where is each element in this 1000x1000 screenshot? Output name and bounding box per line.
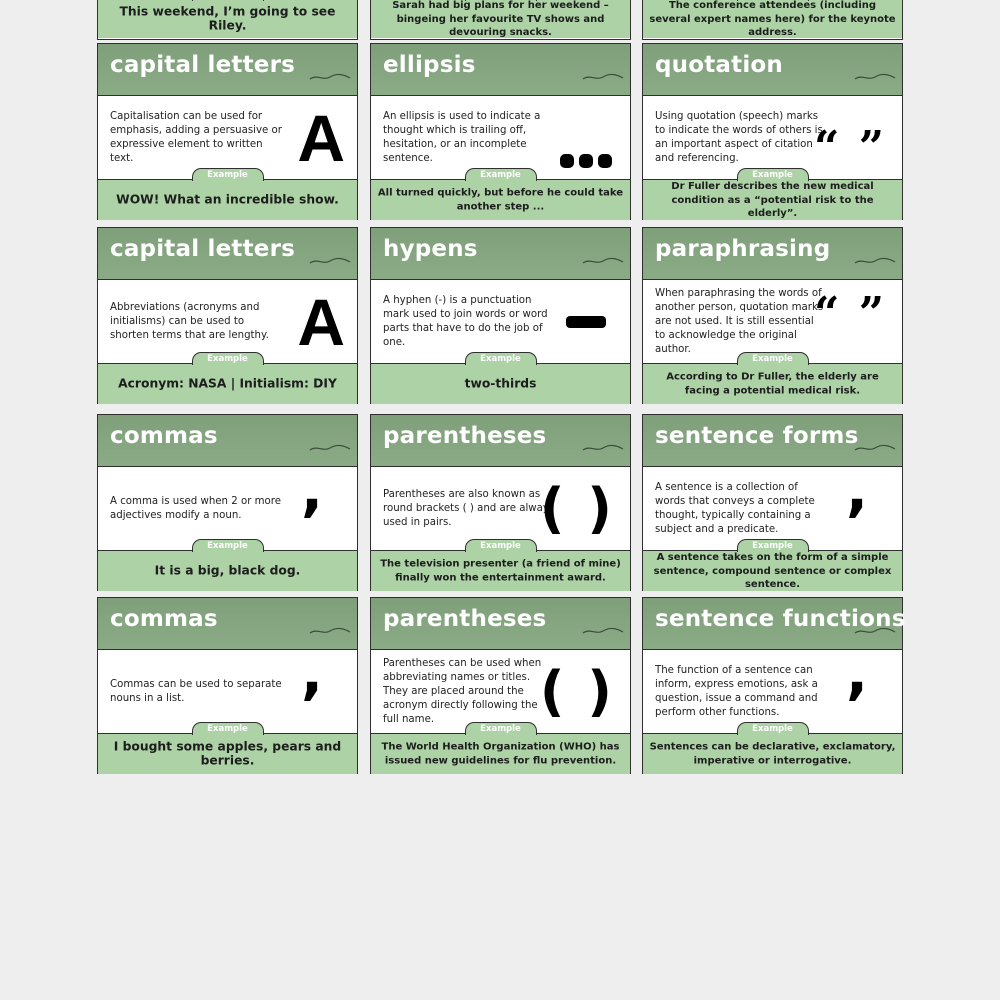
quotation-marks-icon: “ ” xyxy=(814,122,886,173)
card-header xyxy=(643,44,902,96)
card-title: hypens xyxy=(383,236,478,262)
card-description: Commas can be used to separate nouns in a list. xyxy=(110,678,282,704)
parentheses-icon: ( ) xyxy=(539,476,614,540)
card-sentence-forms xyxy=(642,414,903,591)
card-sentence-functions xyxy=(642,597,906,774)
example-tab: Example xyxy=(737,352,809,365)
card-description: The function of a sentence can inform, express emotions, ask a question, issue a command and perform other functions. xyxy=(655,664,818,718)
squiggle-icon xyxy=(582,255,624,267)
card-commas-adjectives xyxy=(97,414,358,591)
card-body xyxy=(98,280,357,363)
example-tab: Example xyxy=(465,539,537,552)
card-example-area xyxy=(643,170,902,220)
card-body xyxy=(371,467,630,550)
card-paraphrasing xyxy=(642,227,903,404)
card-description: Capitalisation can be used for emphasis, adding a persuasive or expressive element to written text. xyxy=(110,110,282,164)
card-example: The television presenter (a friend of mine) finally won the entertainment award. xyxy=(380,558,621,583)
card-body xyxy=(643,96,902,179)
example-tab: Example xyxy=(465,168,537,181)
card-example-area xyxy=(371,354,630,404)
card-body xyxy=(98,639,357,733)
comma-icon: , xyxy=(845,456,868,524)
card-title: commas xyxy=(110,423,218,449)
card-quotation xyxy=(642,43,903,220)
card-example-area xyxy=(371,541,630,591)
card-description: Using quotation (speech) marks to indicate the words of others is an important aspect of citation and referencing. xyxy=(655,110,823,164)
card-description: A comma is used when 2 or more adjectives modify a noun. xyxy=(110,495,282,521)
card-title: commas xyxy=(110,606,218,632)
card-body xyxy=(643,280,902,363)
example-tab: Example xyxy=(465,352,537,365)
card-description: A hyphen (-) is a punctuation mark used to join words or word parts that have to do the job of one. xyxy=(383,294,548,348)
squiggle-icon xyxy=(854,442,896,454)
card-description: Abbreviations (acronyms and initialisms) can be used to shorten terms that are lengthy. xyxy=(110,301,269,341)
example-tab: Example xyxy=(737,539,809,552)
card-description: Parentheses can be used when abbreviating names or titles. They are placed around the acronym directly following the full name. xyxy=(383,657,542,725)
card-title: capital letters xyxy=(110,236,296,262)
card-body xyxy=(371,96,630,179)
card-example: I bought some apples, pears and berries. xyxy=(113,739,342,767)
hyphen-icon xyxy=(566,316,606,328)
card-title: parentheses xyxy=(383,606,547,632)
card-body xyxy=(98,96,357,179)
card-example-area xyxy=(371,170,630,220)
squiggle-icon xyxy=(582,442,624,454)
card-body xyxy=(371,280,630,363)
example-tab: Example xyxy=(465,722,537,735)
card-example-area xyxy=(371,724,630,774)
card-example-area xyxy=(98,354,357,404)
squiggle-icon xyxy=(582,71,624,83)
card-example-area xyxy=(643,0,902,38)
card-title: quotation xyxy=(655,52,784,78)
squiggle-icon xyxy=(309,442,351,454)
card-example: According to Dr Fuller, the elderly are facing a potential medical risk. xyxy=(666,371,879,396)
card-example-area xyxy=(98,170,357,220)
card-commas-list xyxy=(97,597,358,774)
example-tab: Example xyxy=(737,168,809,181)
card-description: Parentheses are also known as round brackets ( ) and are always used in pairs. xyxy=(383,488,555,528)
card-description: An ellipsis is used to indicate a thought which is trailing off, hesitation, or an incomplete sentence. xyxy=(383,110,541,164)
card-example: WOW! What an incredible show. xyxy=(116,192,339,207)
card-body xyxy=(98,456,357,550)
card-description: When paraphrasing the words of another person, quotation marks are not used. It is still essential to acknowledge the original author. xyxy=(655,287,824,355)
card-parentheses-abbreviations xyxy=(370,597,631,774)
card-example: It is a big, black dog. xyxy=(154,563,301,578)
card-title: parentheses xyxy=(383,423,547,449)
card-title: ellipsis xyxy=(383,52,476,78)
card-example-area xyxy=(98,541,357,591)
example-tab xyxy=(192,0,264,1)
card-header xyxy=(371,228,630,280)
card-example: Acronym: NASA | Initialism: DIY xyxy=(118,376,337,391)
example-tab: Example xyxy=(737,722,809,735)
card-example-area xyxy=(371,0,630,38)
card-example: Dr Fuller describes the new medical condition as a “potential risk to the elderly”. xyxy=(671,180,874,219)
card-title: capital letters xyxy=(110,52,296,78)
card-header xyxy=(643,228,902,280)
card-example: The World Health Organization (WHO) has issued new guidelines for flu prevention. xyxy=(381,741,620,766)
squiggle-icon xyxy=(309,255,351,267)
card-example: two-thirds xyxy=(464,376,537,391)
card-body xyxy=(643,639,902,733)
card-example: This weekend, I’m going to see Riley. xyxy=(119,4,336,32)
card-header xyxy=(98,44,357,96)
ellipsis-icon xyxy=(560,152,612,170)
example-tab: Example xyxy=(192,168,264,181)
card-parentheses-round-brackets xyxy=(370,414,631,591)
card-title: sentence functions xyxy=(655,606,906,632)
capital-a-icon: A xyxy=(297,284,345,359)
card-example: A sentence takes on the form of a simple sentence, compound sentence or complex sentence. xyxy=(653,551,892,590)
card-example: Sentences can be declarative, exclamatory, imperative or interrogative. xyxy=(649,741,896,766)
card-header xyxy=(371,598,630,650)
card-title: paraphrasing xyxy=(655,236,831,262)
card-body xyxy=(371,650,630,733)
card-example-area xyxy=(98,724,357,774)
card-ellipsis xyxy=(370,43,631,220)
parentheses-icon: ( ) xyxy=(539,659,614,723)
example-tab: Example xyxy=(192,352,264,365)
card-example-area xyxy=(98,0,357,38)
card-example-area xyxy=(643,724,902,774)
card-example: All turned quickly, but before he could take another step ... xyxy=(377,187,624,212)
squiggle-icon xyxy=(582,625,624,637)
squiggle-icon xyxy=(854,255,896,267)
card-capital-letters-emphasis xyxy=(97,43,358,220)
card-title: sentence forms xyxy=(655,423,859,449)
example-tab: Example xyxy=(192,722,264,735)
card-partial-2 xyxy=(370,0,631,40)
card-header xyxy=(371,415,630,467)
card-description: A sentence is a collection of words that conveys a complete thought, typically containing a subject and a predicate. xyxy=(655,481,815,535)
card-example-area xyxy=(643,541,902,591)
comma-icon: , xyxy=(300,456,323,524)
card-body xyxy=(643,456,902,550)
card-example-area xyxy=(643,354,902,404)
card-example: The conference attendees (including several expert names here) for the keynote address. xyxy=(649,0,896,38)
squiggle-icon xyxy=(854,625,896,637)
quotation-marks-icon: “ ” xyxy=(814,288,886,339)
squiggle-icon xyxy=(309,625,351,637)
comma-icon: , xyxy=(300,639,323,707)
squiggle-icon xyxy=(309,71,351,83)
card-hyphens xyxy=(370,227,631,404)
card-capital-letters-abbreviations xyxy=(97,227,358,404)
capital-a-icon: A xyxy=(297,100,345,175)
comma-icon: , xyxy=(845,639,868,707)
card-header xyxy=(371,44,630,96)
card-header xyxy=(98,228,357,280)
example-tab: Example xyxy=(192,539,264,552)
squiggle-icon xyxy=(854,71,896,83)
card-partial-1 xyxy=(97,0,358,40)
card-example: Sarah had big plans for her weekend – bingeing her favourite TV shows and devouring snacks. xyxy=(392,0,609,38)
card-partial-3 xyxy=(642,0,903,40)
